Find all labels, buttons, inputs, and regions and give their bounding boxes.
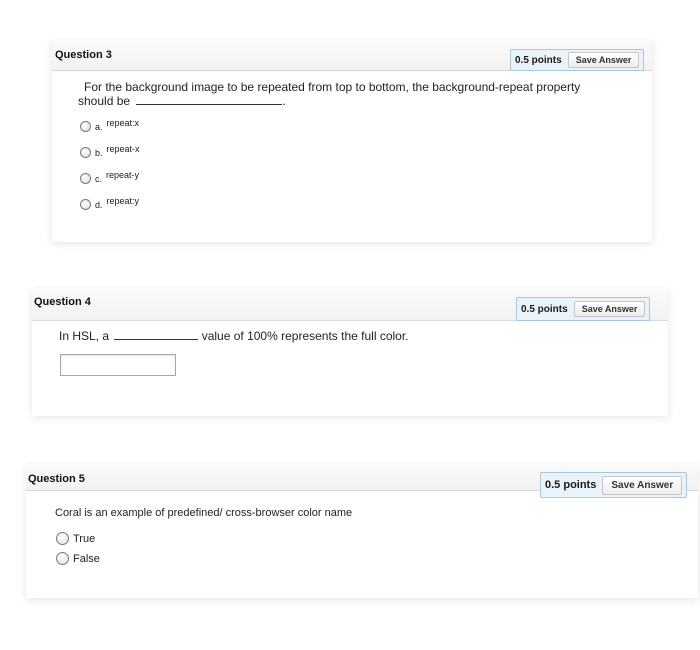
question-5-points-box xyxy=(540,472,687,498)
question-3-option-c[interactable] xyxy=(80,169,140,184)
question-4-answer-input[interactable] xyxy=(60,354,176,376)
question-3-panel xyxy=(52,40,652,242)
option-letter: d. xyxy=(95,199,103,210)
option-text: repeat-x xyxy=(106,143,140,154)
option-letter: a. xyxy=(95,121,103,132)
question-5-save-button[interactable]: Save Answer xyxy=(602,476,682,495)
question-3-option-b[interactable] xyxy=(80,143,140,158)
question-5-panel xyxy=(26,464,698,598)
radio-button[interactable] xyxy=(56,552,69,565)
question-3-blank xyxy=(136,104,282,105)
question-5-title: Question 5 xyxy=(28,473,85,485)
question-3-text-line2: should be xyxy=(78,94,131,108)
option-text: repeat:y xyxy=(106,195,140,206)
question-3-text-line1: For the background image to be repeated from top to bottom, the background-repeat property xyxy=(84,80,581,94)
question-3-option-a[interactable] xyxy=(80,117,140,132)
question-3-text xyxy=(78,80,644,108)
question-5-text: Coral is an example of predefined/ cross-browser color name xyxy=(55,507,353,519)
question-4-title: Question 4 xyxy=(34,296,91,308)
question-3-title: Question 3 xyxy=(55,49,112,61)
question-3-points-box xyxy=(510,49,644,71)
question-4-blank xyxy=(114,339,198,340)
option-letter: b. xyxy=(95,147,103,158)
radio-button[interactable] xyxy=(80,121,91,132)
question-4-points: 0.5 points xyxy=(521,303,568,315)
question-5-points: 0.5 points xyxy=(545,479,597,491)
option-letter: c. xyxy=(95,173,103,184)
question-4-text-after: value of 100% represents the full color. xyxy=(201,329,409,343)
radio-button[interactable] xyxy=(80,147,91,158)
question-5-option-true[interactable] xyxy=(56,532,95,545)
option-text: False xyxy=(73,552,100,565)
question-5-option-false[interactable] xyxy=(56,552,100,565)
option-text: repeat-y xyxy=(106,169,140,180)
radio-button[interactable] xyxy=(80,173,91,184)
question-4-panel xyxy=(32,288,668,416)
question-3-save-button[interactable]: Save Answer xyxy=(568,52,640,68)
question-4-points-box xyxy=(516,297,650,321)
question-4-text-before: In HSL, a xyxy=(59,329,110,343)
question-3-period: . xyxy=(282,94,286,108)
question-4-text xyxy=(59,329,619,343)
option-text: repeat:x xyxy=(106,117,140,128)
radio-button[interactable] xyxy=(80,199,91,210)
question-3-points: 0.5 points xyxy=(515,54,562,66)
question-4-save-button[interactable]: Save Answer xyxy=(574,301,646,317)
radio-button[interactable] xyxy=(56,532,69,545)
question-3-option-d[interactable] xyxy=(80,195,140,210)
option-text: True xyxy=(73,532,96,545)
